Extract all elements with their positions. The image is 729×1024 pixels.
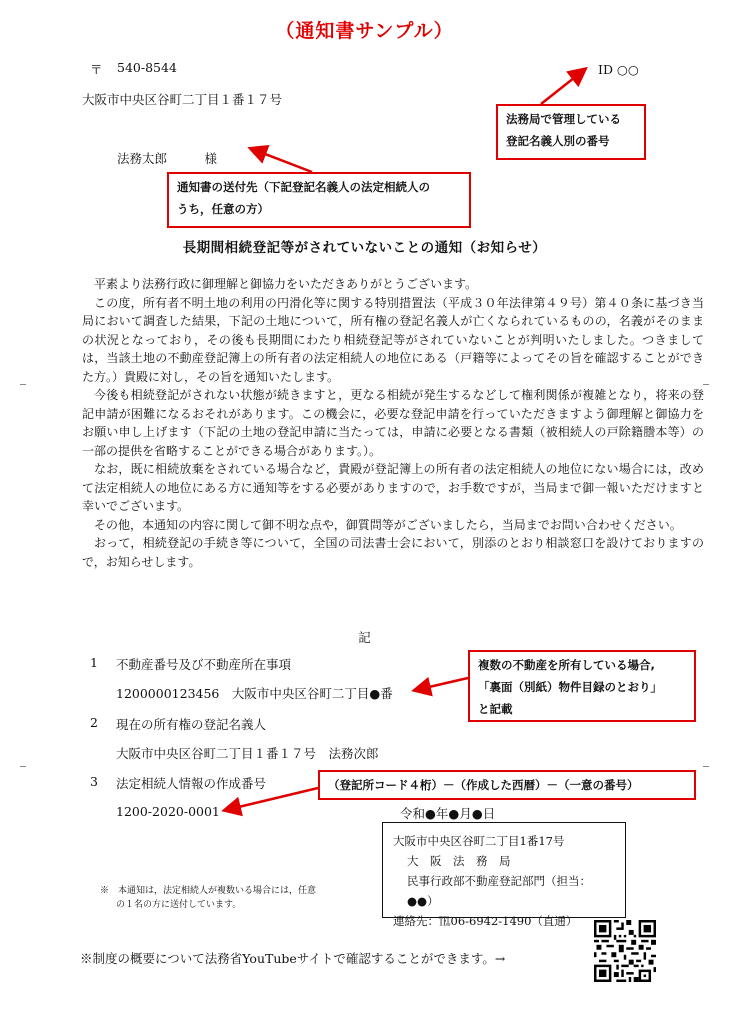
arrow-to-property <box>416 678 468 690</box>
office-box <box>382 822 626 928</box>
ki-heading: 記 <box>358 630 371 645</box>
youtube-note: ※制度の概要について法務省YouTubeサイトで確認することができます。→ <box>80 951 506 966</box>
recipient-callout-line2: うち，任意の方） <box>177 202 269 216</box>
code-callout-text: （登記所コード４桁）－（作成した西暦）－（一意の番号） <box>328 778 639 792</box>
item3-value: 1200-2020-0001 <box>116 804 220 819</box>
id-callout-line2: 登記名義人別の番号 <box>506 134 610 148</box>
body-paragraph-1: 平素より法務行政に御理解と御協力をいただきありがとうございます。 <box>94 277 478 291</box>
body-paragraph-4: なお，既に相続放棄をされている場合など，貴殿が登記簿上の所有者の法定相続人の地位にない場合には，改めて法定相続人の地位にある方に通知等をする必要がありますので，お手数ですが，当局まで御一報いただけますと幸いでございます。 <box>82 462 704 513</box>
item1-label: 不動産番号及び不動産所在事項 <box>116 657 292 672</box>
qr-code-icon[interactable] <box>594 920 656 982</box>
postal-mark: 〒 <box>90 62 103 77</box>
item2-label: 現在の所有権の登記名義人 <box>116 717 267 732</box>
recipient-name: 法務太郎 様 <box>117 151 218 166</box>
office-department: 民事行政部不動産登記部門（担当：●●） <box>407 874 591 908</box>
footnote <box>100 884 316 912</box>
item3-label: 法定相続人情報の作成番号 <box>116 776 267 791</box>
item1-value: 1200000123456 大阪市中央区谷町二丁目●番 <box>116 686 393 701</box>
body-paragraph-5: その他，本通知の内容に関して御不明な点や，御質問等がございましたら，当局までお問い合わせください。 <box>94 517 682 532</box>
postal-code: 540-8544 <box>117 60 177 75</box>
item3-number: 3 <box>90 774 98 789</box>
sample-title: （通知書サンプル） <box>275 20 454 42</box>
arrow-to-recipient <box>252 149 312 172</box>
body-paragraph-6: おって，相続登記の手続き等について，全国の司法書士会において，別添のとおり相談窓口を設けておりますので，お知らせします。 <box>82 536 704 569</box>
property-callout-line1: 複数の不動産を所有している場合, <box>478 658 655 672</box>
item2-value: 大阪市中央区谷町二丁目１番１７号 法務次郎 <box>116 746 379 761</box>
item1-number: 1 <box>90 655 98 670</box>
item2-number: 2 <box>90 715 98 730</box>
office-address: 大阪市中央区谷町二丁目1番17号 <box>393 834 565 848</box>
office-name: 大 阪 法 務 局 <box>407 854 511 868</box>
property-callout-line3: と記載 <box>478 702 513 716</box>
office-contact: 連絡先：℡06-6942-1490（直通） <box>393 914 578 928</box>
arrow-to-code <box>226 788 318 810</box>
id-callout-line1: 法務局で管理している <box>506 112 621 126</box>
body-paragraph-2: この度，所有者不明土地の利用の円滑化等に関する特別措置法（平成３０年法律第４９号）第４０条に基づき当局において調査した結果，下記の土地について，所有権の登記名義人が亡くなられているものの，名義がそのままの状況となっており，その後も長期間にわたり相続登記等がされていないことが判明いたしました。つきましては，当該土地の不動産登記簿上の所有者の法定相続人の地位にある（戸籍等によってその旨を確認することができた方。）貴殿に対し，その旨を通知いたします。 <box>82 295 704 384</box>
footnote-line2: の１名の方に送付しています。 <box>116 900 242 910</box>
body-paragraph-3: 今後も相続登記がされない状態が続きますと，更なる相続が発生するなどして権利関係が複雑となり，将来の登記申請が困難になるおそれがあります。この機会に，必要な登記申請を行っていただきますよう御理解と御協力をお願い申し上げます（下記の土地の登記申請に当たっては，申請に必要となる書類（被相続人の戸除籍謄本等）の一部の提供を省略することができる場合があります。）。 <box>82 388 704 458</box>
notice-date: 令和●年●月●日 <box>400 806 496 821</box>
id-label: ID ○○ <box>598 62 639 77</box>
property-callout-line2: 「裏面（別紙）物件目録のとおり」 <box>478 680 662 694</box>
recipient-callout-line1: 通知書の送付先（下記登記名義人の法定相続人の <box>177 180 430 194</box>
recipient-address: 大阪市中央区谷町二丁目１番１７号 <box>82 92 283 107</box>
footnote-line1: ※ 本通知は，法定相続人が複数いる場合には，任意 <box>100 886 317 896</box>
notice-title: 長期間相続登記等がされていないことの通知（お知らせ） <box>182 240 547 256</box>
arrow-to-id <box>541 70 584 104</box>
